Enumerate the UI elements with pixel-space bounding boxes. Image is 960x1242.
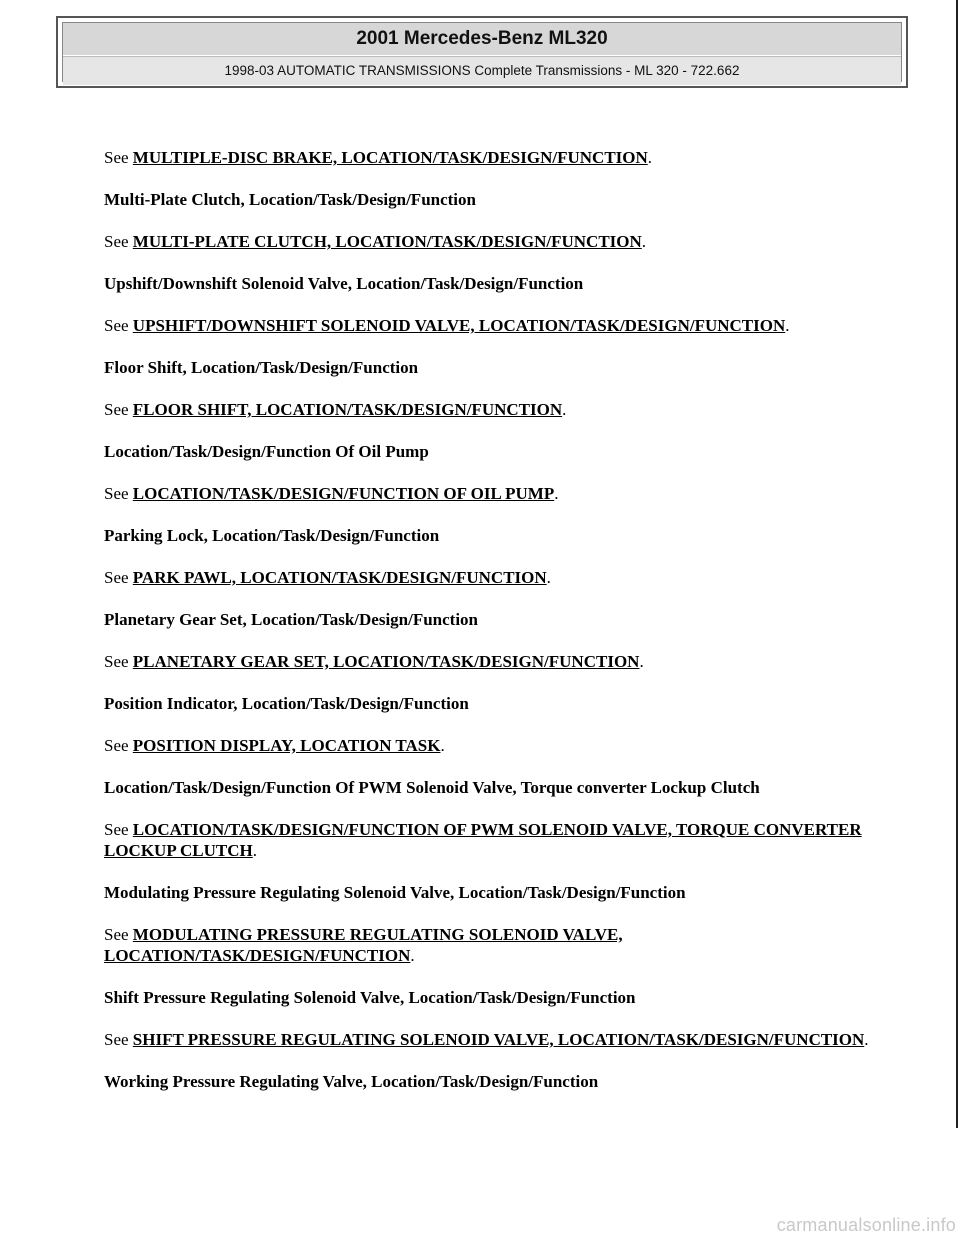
see-prefix: See xyxy=(104,820,129,839)
see-reference xyxy=(104,819,904,861)
reference-link[interactable]: PLANETARY GEAR SET, LOCATION/TASK/DESIGN/FUNCTION xyxy=(132,652,640,671)
period: . xyxy=(546,568,551,587)
reference-link[interactable]: LOCATION/TASK/DESIGN/FUNCTION OF PWM SOLENOID VALVE, TORQUE CONVERTER LOCKUP CLUTCH xyxy=(104,820,862,860)
entry xyxy=(104,777,904,861)
period: . xyxy=(647,148,653,167)
reference-link[interactable]: UPSHIFT/DOWNSHIFT SOLENOID VALVE, LOCATION/TASK/DESIGN/FUNCTION xyxy=(132,316,786,335)
entry-heading: Location/Task/Design/Function Of Oil Pump xyxy=(104,442,429,461)
see-reference xyxy=(104,735,904,756)
period: . xyxy=(410,946,415,965)
period: . xyxy=(252,841,258,860)
reference-link[interactable]: PARK PAWL, LOCATION/TASK/DESIGN/FUNCTION xyxy=(132,568,547,587)
period: . xyxy=(641,232,647,251)
entry xyxy=(104,1071,904,1092)
see-reference xyxy=(104,924,904,966)
entry-heading: Shift Pressure Regulating Solenoid Valve, Location/Task/Design/Function xyxy=(104,988,636,1007)
period: . xyxy=(785,316,790,335)
period: . xyxy=(440,736,445,755)
see-prefix: See xyxy=(104,316,129,335)
see-reference xyxy=(104,1029,904,1050)
entry-heading: Position Indicator, Location/Task/Design/Function xyxy=(104,694,469,713)
entry xyxy=(104,273,904,336)
reference-link[interactable]: POSITION DISPLAY, LOCATION TASK xyxy=(132,736,441,755)
see-prefix: See xyxy=(104,148,129,167)
document-body xyxy=(104,147,904,1113)
period: . xyxy=(639,652,644,671)
see-prefix: See xyxy=(104,925,129,944)
see-reference xyxy=(104,483,904,504)
see-prefix: See xyxy=(104,568,129,587)
entry xyxy=(104,357,904,420)
period: . xyxy=(864,1030,869,1049)
reference-link[interactable]: FLOOR SHIFT, LOCATION/TASK/DESIGN/FUNCTION xyxy=(132,400,563,419)
period: . xyxy=(554,484,559,503)
entry-heading: Parking Lock, Location/Task/Design/Function xyxy=(104,526,440,545)
watermark: carmanualsonline.info xyxy=(776,1215,956,1235)
see-prefix: See xyxy=(104,484,129,503)
entry-heading: Floor Shift, Location/Task/Design/Function xyxy=(104,358,419,377)
period: . xyxy=(562,400,567,419)
reference-link[interactable]: MULTI-PLATE CLUTCH, LOCATION/TASK/DESIGN/FUNCTION xyxy=(132,232,642,251)
see-prefix: See xyxy=(104,400,129,419)
see-prefix: See xyxy=(104,1030,129,1049)
header-title: 2001 Mercedes-Benz ML320 xyxy=(63,23,901,55)
entry-heading: Multi-Plate Clutch, Location/Task/Design/Function xyxy=(104,190,476,209)
see-reference xyxy=(104,651,904,672)
reference-link[interactable]: LOCATION/TASK/DESIGN/FUNCTION OF OIL PUMP xyxy=(132,484,555,503)
see-prefix: See xyxy=(104,736,129,755)
see-prefix: See xyxy=(104,232,129,251)
entry xyxy=(104,525,904,588)
entry-heading: Modulating Pressure Regulating Solenoid Valve, Location/Task/Design/Function xyxy=(104,883,686,902)
see-reference xyxy=(104,399,904,420)
entry-heading: Location/Task/Design/Function Of PWM Solenoid Valve, Torque converter Lockup Clutch xyxy=(104,778,760,797)
entry xyxy=(104,609,904,672)
entry xyxy=(104,189,904,252)
reference-link[interactable]: SHIFT PRESSURE REGULATING SOLENOID VALVE, LOCATION/TASK/DESIGN/FUNCTION xyxy=(132,1030,865,1049)
reference-link[interactable]: MULTIPLE-DISC BRAKE, LOCATION/TASK/DESIGN/FUNCTION xyxy=(132,148,648,167)
see-prefix: See xyxy=(104,652,129,671)
entry xyxy=(104,441,904,504)
entry-heading: Planetary Gear Set, Location/Task/Design/Function xyxy=(104,610,479,629)
entry xyxy=(104,987,904,1050)
see-reference xyxy=(104,147,904,168)
reference-link[interactable]: MODULATING PRESSURE REGULATING SOLENOID VALVE, LOCATION/TASK/DESIGN/FUNCTION xyxy=(104,925,623,965)
header-subtitle: 1998-03 AUTOMATIC TRANSMISSIONS Complete Transmissions - ML 320 - 722.662 xyxy=(63,56,901,85)
entry-heading: Working Pressure Regulating Valve, Location/Task/Design/Function xyxy=(104,1072,599,1091)
entry xyxy=(104,147,904,168)
entry-heading: Upshift/Downshift Solenoid Valve, Location/Task/Design/Function xyxy=(104,274,584,293)
document-header xyxy=(56,16,908,88)
see-reference xyxy=(104,231,904,252)
header-inner xyxy=(62,22,902,82)
see-reference xyxy=(104,315,904,336)
entry xyxy=(104,693,904,756)
see-reference xyxy=(104,567,904,588)
entry xyxy=(104,882,904,966)
